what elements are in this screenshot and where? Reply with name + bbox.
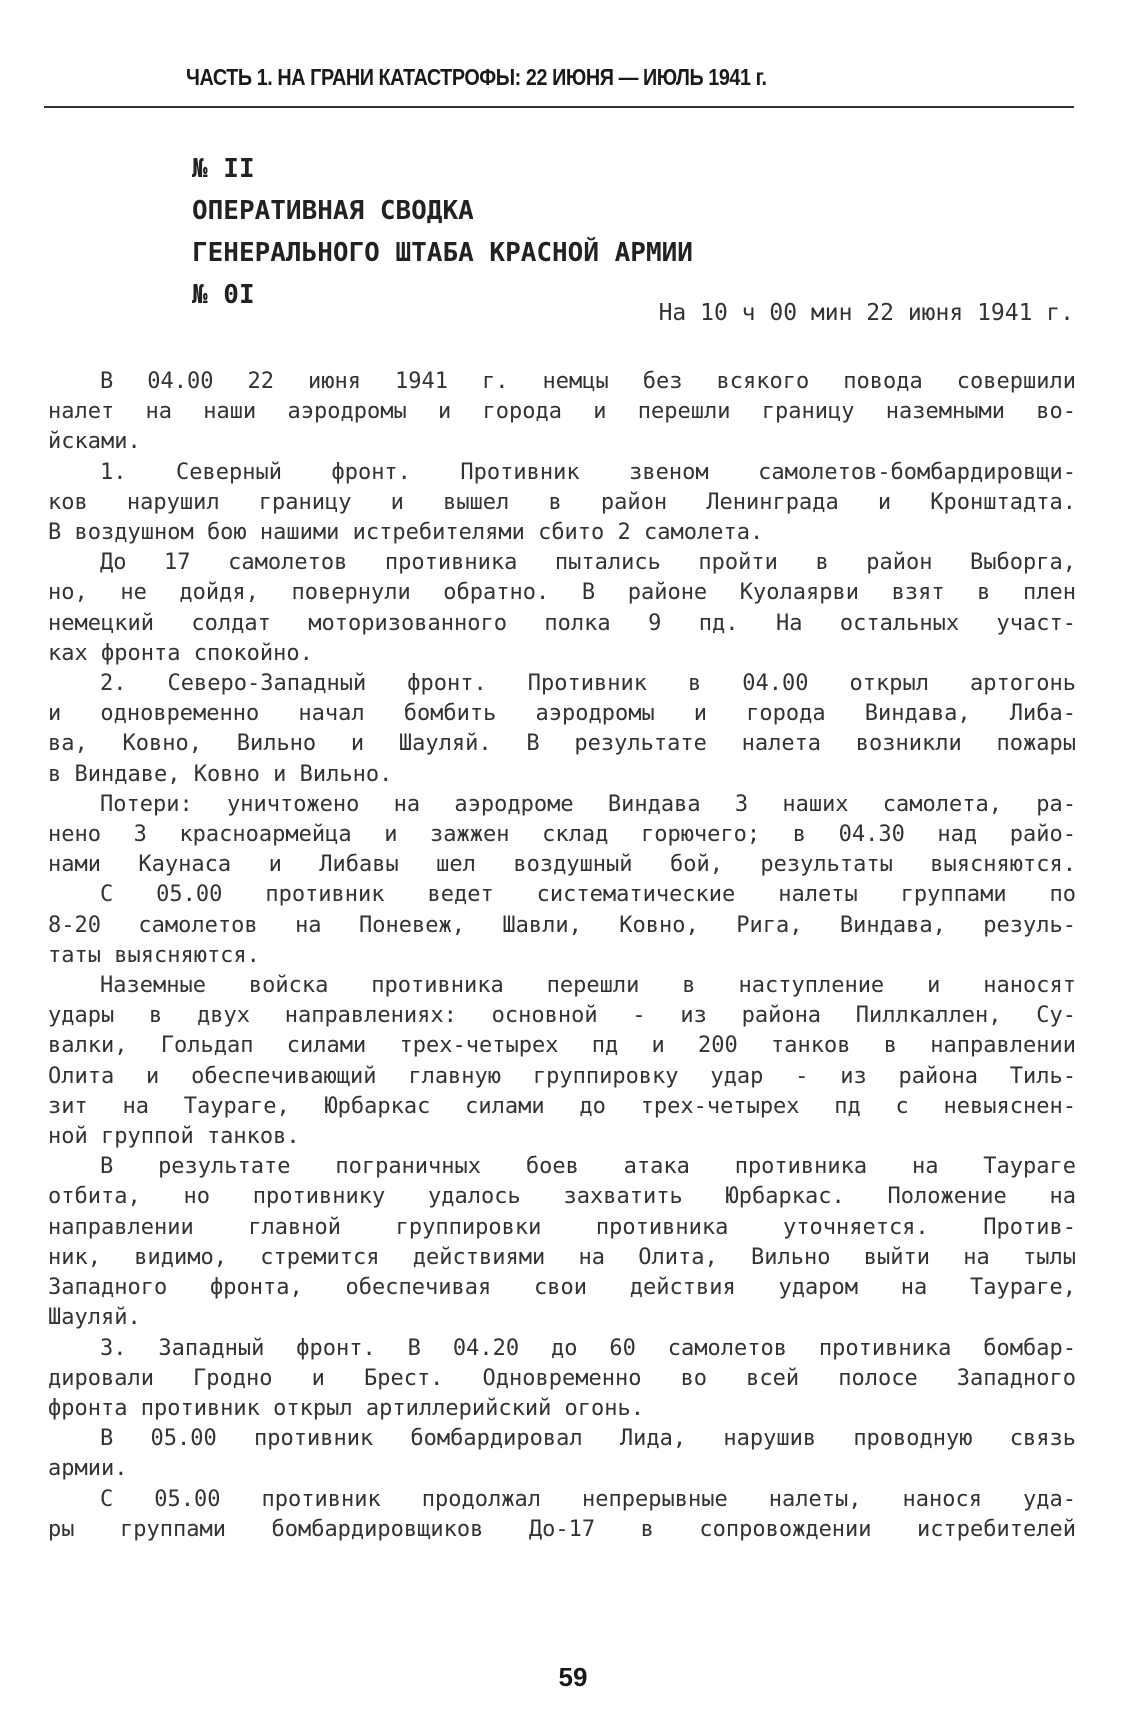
text-line: удары в двух направлениях: основной - из района Пиллкаллен, Су-	[48, 1003, 1076, 1029]
text-line: ва, Ковно, Вильно и Шауляй. В результате налета возникли пожары	[48, 731, 1076, 757]
text-line: ной группой танков.	[48, 1124, 300, 1150]
text-line: ках фронта спокойно.	[48, 640, 313, 666]
page-number: 59	[558, 1662, 588, 1692]
text-line: Западного фронта, обеспечивая свои действия ударом на Таураге,	[48, 1275, 1076, 1301]
text-line: Наземные войска противника перешли в наступление и наносят	[100, 973, 1076, 999]
document-number: № II	[192, 154, 255, 184]
text-line: в Виндаве, Ковно и Вильно.	[48, 761, 393, 787]
text-line: ник, видимо, стремится действиями на Олита, Вильно выйти на тылы	[48, 1244, 1076, 1270]
text-line: ры группами бомбардировщиков До-17 в сопровождении истребителей	[48, 1516, 1076, 1542]
text-line: немецкий солдат моторизованного полка 9 пд. На остальных участ-	[48, 610, 1076, 636]
text-line: отбита, но противнику удалось захватить Юрбаркас. Положение на	[48, 1184, 1076, 1210]
text-line: В результате пограничных боев атака противника на Таураге	[100, 1154, 1076, 1180]
text-line: 3. Западный фронт. В 04.20 до 60 самолетов противника бомбар-	[100, 1335, 1076, 1361]
text-line: 8-20 самолетов на Поневеж, Шавли, Ковно, Рига, Виндава, резуль-	[48, 912, 1076, 938]
document-heading	[192, 148, 693, 316]
dateline: На 10 ч 00 мин 22 июня 1941 г.	[658, 300, 1074, 326]
running-header: ЧАСТЬ 1. НА ГРАНИ КАТАСТРОФЫ: 22 ИЮНЯ — ИЮЛЬ 1941 г.	[186, 64, 767, 90]
text-line: ков нарушил границу и вышел в район Ленинграда и Кронштадта.	[48, 489, 1076, 515]
text-line: валки, Гольдап силами трех-четырех пд и 200 танков в направлении	[48, 1033, 1076, 1059]
document-title-line-2: ГЕНЕРАЛЬНОГО ШТАБА КРАСНОЙ АРМИИ	[192, 238, 693, 268]
text-line: таты выясняются.	[48, 942, 260, 968]
text-line: 1. Северный фронт. Противник звеном самолетов-бомбардировщи-	[100, 459, 1076, 485]
text-line: В воздушном бою нашими истребителями сбито 2 самолета.	[48, 520, 764, 546]
text-line: нами Каунаса и Либавы шел воздушный бой, результаты выясняются.	[48, 852, 1076, 878]
text-line: дировали Гродно и Брест. Одновременно во всей полосе Западного	[48, 1365, 1076, 1391]
text-line: В 05.00 противник бомбардировал Лида, нарушив проводную связь	[100, 1426, 1076, 1452]
text-line: зит на Таураге, Юрбаркас силами до трех-четырех пд с невыяснен-	[48, 1093, 1076, 1119]
header-rule	[44, 106, 1074, 108]
report-number: № 0I	[192, 280, 255, 310]
text-line: армии.	[48, 1456, 128, 1482]
text-line: Шауляй.	[48, 1305, 141, 1331]
text-line: йсками.	[48, 429, 141, 455]
text-line: Потери: уничтожено на аэродроме Виндава 3 наших самолета, ра-	[100, 791, 1076, 817]
text-line: В 04.00 22 июня 1941 г. немцы без всякого повода совершили	[100, 369, 1076, 394]
text-line: нено 3 красноармейца и зажжен склад горючего; в 04.30 над райо-	[48, 822, 1076, 848]
text-line: С 05.00 противник продолжал непрерывные налеты, нанося уда-	[100, 1486, 1076, 1512]
document-title-line-1: ОПЕРАТИВНАЯ СВОДКА	[192, 196, 474, 226]
text-line: налет на наши аэродромы и города и перешли границу наземными во-	[48, 399, 1076, 425]
text-line: и одновременно начал бомбить аэродромы и города Виндава, Либа-	[48, 701, 1076, 727]
text-line: До 17 самолетов противника пытались пройти в район Выборга,	[100, 550, 1076, 576]
text-line: фронта противник открыл артиллерийский огонь.	[48, 1395, 645, 1421]
text-line: 2. Северо-Западный фронт. Противник в 04.00 открыл артогонь	[100, 671, 1076, 697]
text-line: направлении главной группировки противника уточняется. Против-	[48, 1214, 1076, 1240]
text-line: но, не дойдя, повернули обратно. В районе Куолаярви взят в плен	[48, 580, 1076, 606]
text-line: Олита и обеспечивающий главную группировку удар - из района Тиль-	[48, 1063, 1076, 1089]
text-line: С 05.00 противник ведет систематические налеты группами по	[100, 882, 1076, 908]
body-text	[48, 367, 1076, 1545]
